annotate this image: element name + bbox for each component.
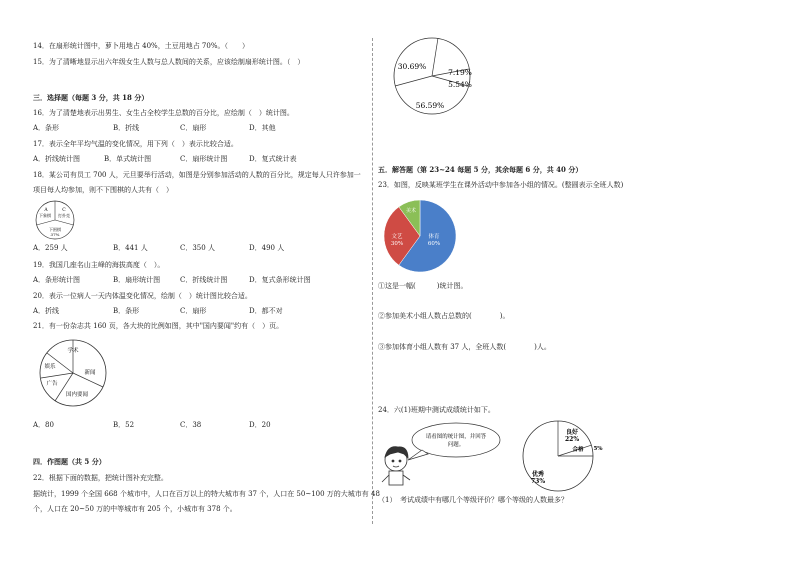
q23-subquestion-1: ①这是一幅( )统计图。: [378, 282, 468, 290]
q23-pie-chart: [382, 198, 458, 274]
pie1-label-56-59: 56.59%: [415, 101, 445, 110]
pie1-divider-2: [395, 76, 432, 86]
question-14: 14．在扇形统计图中，萝卜用地占 40%，土豆用地占 70%。（ ）: [33, 42, 249, 50]
question-22-data-line-2: 个，人口在 20~50 万的中等城市有 205 个，小城市有 378 个。: [33, 505, 237, 513]
q17-option-b: B．单式统计图: [104, 155, 152, 163]
q18-pie-chart: [33, 198, 77, 242]
q16-option-c: C．扇形: [180, 124, 207, 132]
section-3-heading: 三．选择题（每题 3 分，共 18 分）: [33, 93, 149, 102]
q18-label-c-name: 打扑克: [58, 213, 70, 218]
q24-label-good-pct: 22%: [564, 436, 580, 443]
q18-label-a: A: [44, 208, 48, 213]
q24-label-excellent-pct: 73%: [530, 478, 546, 485]
q21-pie-chart: [33, 338, 113, 408]
q18-option-d: D．490 人: [249, 244, 285, 252]
q24-subquestion-1: （1） 考试成绩中有哪几个等级评价？哪个等级的人数最多？: [378, 496, 568, 504]
question-22: 22．根据下面的数据，把统计图补充完整。: [33, 474, 168, 482]
q20-option-c: C．扇形: [180, 307, 207, 315]
q21-label-domestic-news: 国内要闻: [65, 392, 89, 398]
section-4-heading: 四．作图题（共 5 分）: [33, 457, 106, 466]
question-23: 23．如图，反映某班学生在课外活动中参加各小组的情况。(整圆表示全班人数): [378, 181, 624, 189]
q23-label-sports-pct: 60%: [427, 241, 441, 247]
q20-option-b: B．条形: [113, 307, 140, 315]
q24-pie-chart: [516, 418, 606, 494]
pie1-divider-1: [432, 38, 438, 76]
question-21: 21．有一份杂志共 160 页，各大块的比例如图，其中"国内要闻"约有（ ）页。: [33, 322, 284, 330]
q18-label-go-pct: 37%: [50, 232, 60, 237]
q16-option-a: A．条形: [33, 124, 60, 132]
q18-option-a: A．259 人: [33, 244, 68, 252]
q21-option-a: A．80: [33, 421, 54, 429]
q21-pie-divider-2: [47, 353, 73, 373]
q21-pie-divider-3: [41, 373, 73, 378]
pie1-label-7-19: 7.19%: [448, 68, 472, 77]
q24-label-pass: 合格: [572, 447, 584, 453]
bubble-text-line-1: 请看图的统计图，并回答: [425, 434, 487, 440]
q21-label-entertainment: 娱乐: [44, 364, 56, 370]
q19-option-a: A．条形统计图: [33, 276, 81, 284]
q21-option-b: B．52: [113, 421, 135, 429]
question-17: 17．表示全年平均气温的变化情况，用下列（ ）表示比较合适。: [33, 140, 238, 148]
column-divider: [372, 38, 373, 524]
q20-option-d: D．都不对: [249, 307, 283, 315]
question-16: 16．为了清楚地表示出男生、女生占全校学生总数的百分比，应绘制（ ）统计图。: [33, 109, 294, 117]
q18-label-c: C: [62, 208, 66, 213]
q21-label-ads: 广告: [46, 381, 58, 387]
q21-label-academic: 学术: [67, 348, 79, 354]
q21-label-news: 新闻: [84, 370, 96, 376]
q16-option-b: B．折线: [113, 124, 140, 132]
q23-label-fine-arts: 美术: [405, 208, 417, 214]
q16-option-d: D．其他: [249, 124, 276, 132]
question-24: 24．六(1)班期中测试成绩统计如下。: [378, 406, 495, 414]
question-18-line-1: 18．某公司有员工 700 人，元旦要举行活动，如图是分别参加活动的人数的百分比，规定每人只许参加一: [33, 171, 361, 179]
question-19: 19．我国几座名山主峰的海拔高度（ ）。: [33, 261, 165, 269]
q18-option-c: C．350 人: [180, 244, 215, 252]
q24-label-pass-pct: 5%: [593, 446, 603, 452]
pie-chart-1: [378, 36, 486, 116]
q24-label-excellent: 优秀: [531, 471, 545, 478]
q18-label-go: 下围棋: [49, 227, 61, 232]
q18-pie-divider-2: [37, 220, 56, 225]
section-5-heading: 五．解答题（第 23~24 每题 5 分，其余每题 6 分，共 40 分）: [378, 165, 583, 174]
q23-label-arts: 文艺: [391, 234, 403, 240]
question-22-data-line-1: 据统计，1999 个全国 668 个城市中，人口在百万以上的特大城市有 37 个，人口在 50~100 万的大城市有 48: [33, 490, 380, 498]
q18-pie-divider-3: [55, 220, 74, 225]
q18-option-b: B．441 人: [113, 244, 148, 252]
q18-label-a-name: 下象棋: [39, 213, 51, 218]
q17-option-a: A．折线统计图: [33, 155, 81, 163]
q21-option-d: D．20: [249, 421, 271, 429]
pie1-label-5-54: 5.54%: [448, 80, 472, 89]
girl-figure: [382, 447, 410, 485]
question-15: 15．为了清晰地显示出六年级女生人数与总人数间的关系，应该绘制扇形统计图。（ ）: [33, 58, 305, 66]
q20-option-a: A．折线: [33, 307, 60, 315]
question-18-line-2: 项目每人均参加，则不下围棋的人共有（ ）: [33, 186, 173, 194]
bubble-text-line-2: 问题。: [447, 442, 465, 448]
q17-option-c: C．扇形统计图: [180, 155, 228, 163]
q19-option-b: B．扇形统计图: [113, 276, 161, 284]
q21-option-c: C．38: [180, 421, 202, 429]
question-20: 20．表示一位病人一天内体温变化情况，绘制（ ）统计图比较合适。: [33, 292, 252, 300]
pie1-label-30-69: 30.69%: [397, 62, 427, 71]
q19-option-d: D．复式条形统计图: [249, 276, 311, 284]
q23-subquestion-3: ③参加体育小组人数有 37 人，全班人数( )人。: [378, 343, 551, 351]
q24-label-good: 良好: [565, 429, 579, 436]
q23-label-arts-pct: 30%: [390, 241, 404, 247]
cartoon-girl-illustration: [378, 420, 508, 492]
q23-subquestion-2: ②参加美术小组人数占总数的( )。: [378, 312, 510, 320]
q17-option-d: D．复式统计表: [249, 155, 297, 163]
q23-label-sports: 体育: [428, 234, 440, 240]
q19-option-c: C．折线统计图: [180, 276, 228, 284]
